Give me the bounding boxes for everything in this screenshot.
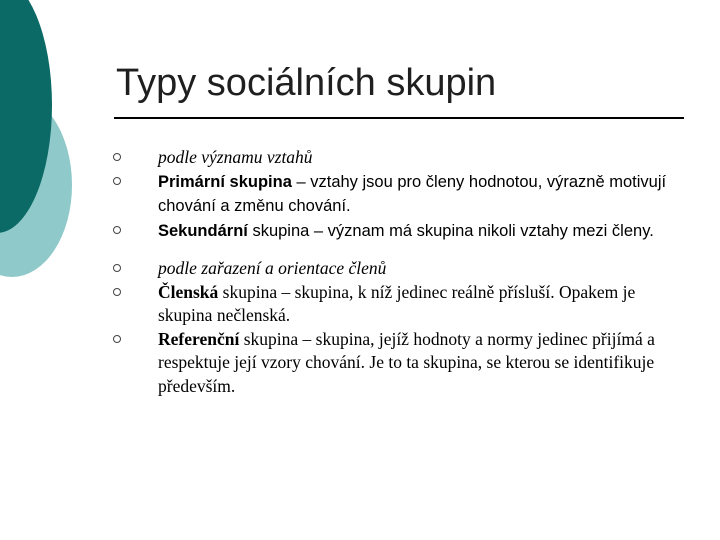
circle-bullet-icon bbox=[113, 153, 121, 161]
term-secondary: Sekundární bbox=[158, 221, 248, 240]
slide-title: Typy sociálních skupin bbox=[116, 62, 497, 104]
group-heading: podle významu vztahů bbox=[158, 147, 313, 167]
term-primary: Primární skupina bbox=[158, 172, 292, 191]
term-member: Členská bbox=[158, 281, 219, 302]
title-underline bbox=[114, 117, 684, 119]
slide-content bbox=[110, 146, 680, 412]
circle-bullet-icon bbox=[113, 288, 121, 296]
bullet-group-membership bbox=[110, 257, 680, 398]
list-item bbox=[110, 281, 680, 328]
circle-bullet-icon bbox=[113, 226, 121, 234]
definition-reference: skupina – skupina, jejíž hodnoty a normy jedinec přijímá a respektuje její vzory chování. Je to ta skupina, se kterou se identifikuje především. bbox=[158, 328, 655, 396]
circle-bullet-icon bbox=[113, 335, 121, 343]
list-item bbox=[110, 257, 680, 281]
list-item bbox=[110, 170, 680, 219]
circle-bullet-icon bbox=[113, 264, 121, 272]
definition-primary: – vztahy jsou pro členy hodnotou, výrazně motivují chování a změnu chování. bbox=[158, 172, 667, 215]
term-reference: Referenční bbox=[158, 328, 240, 349]
group-heading: podle zařazení a orientace členů bbox=[158, 258, 387, 278]
list-item bbox=[110, 219, 680, 244]
list-item bbox=[110, 328, 680, 399]
decorative-teal-shapes bbox=[0, 0, 120, 300]
list-item bbox=[110, 146, 680, 170]
bullet-group-relationships bbox=[110, 146, 680, 243]
definition-secondary: skupina – význam má skupina nikoli vztahy mezi členy. bbox=[247, 221, 654, 240]
circle-bullet-icon bbox=[113, 177, 121, 185]
definition-member: skupina – skupina, k níž jedinec reálně přísluší. Opakem je skupina nečlenská. bbox=[158, 281, 636, 325]
